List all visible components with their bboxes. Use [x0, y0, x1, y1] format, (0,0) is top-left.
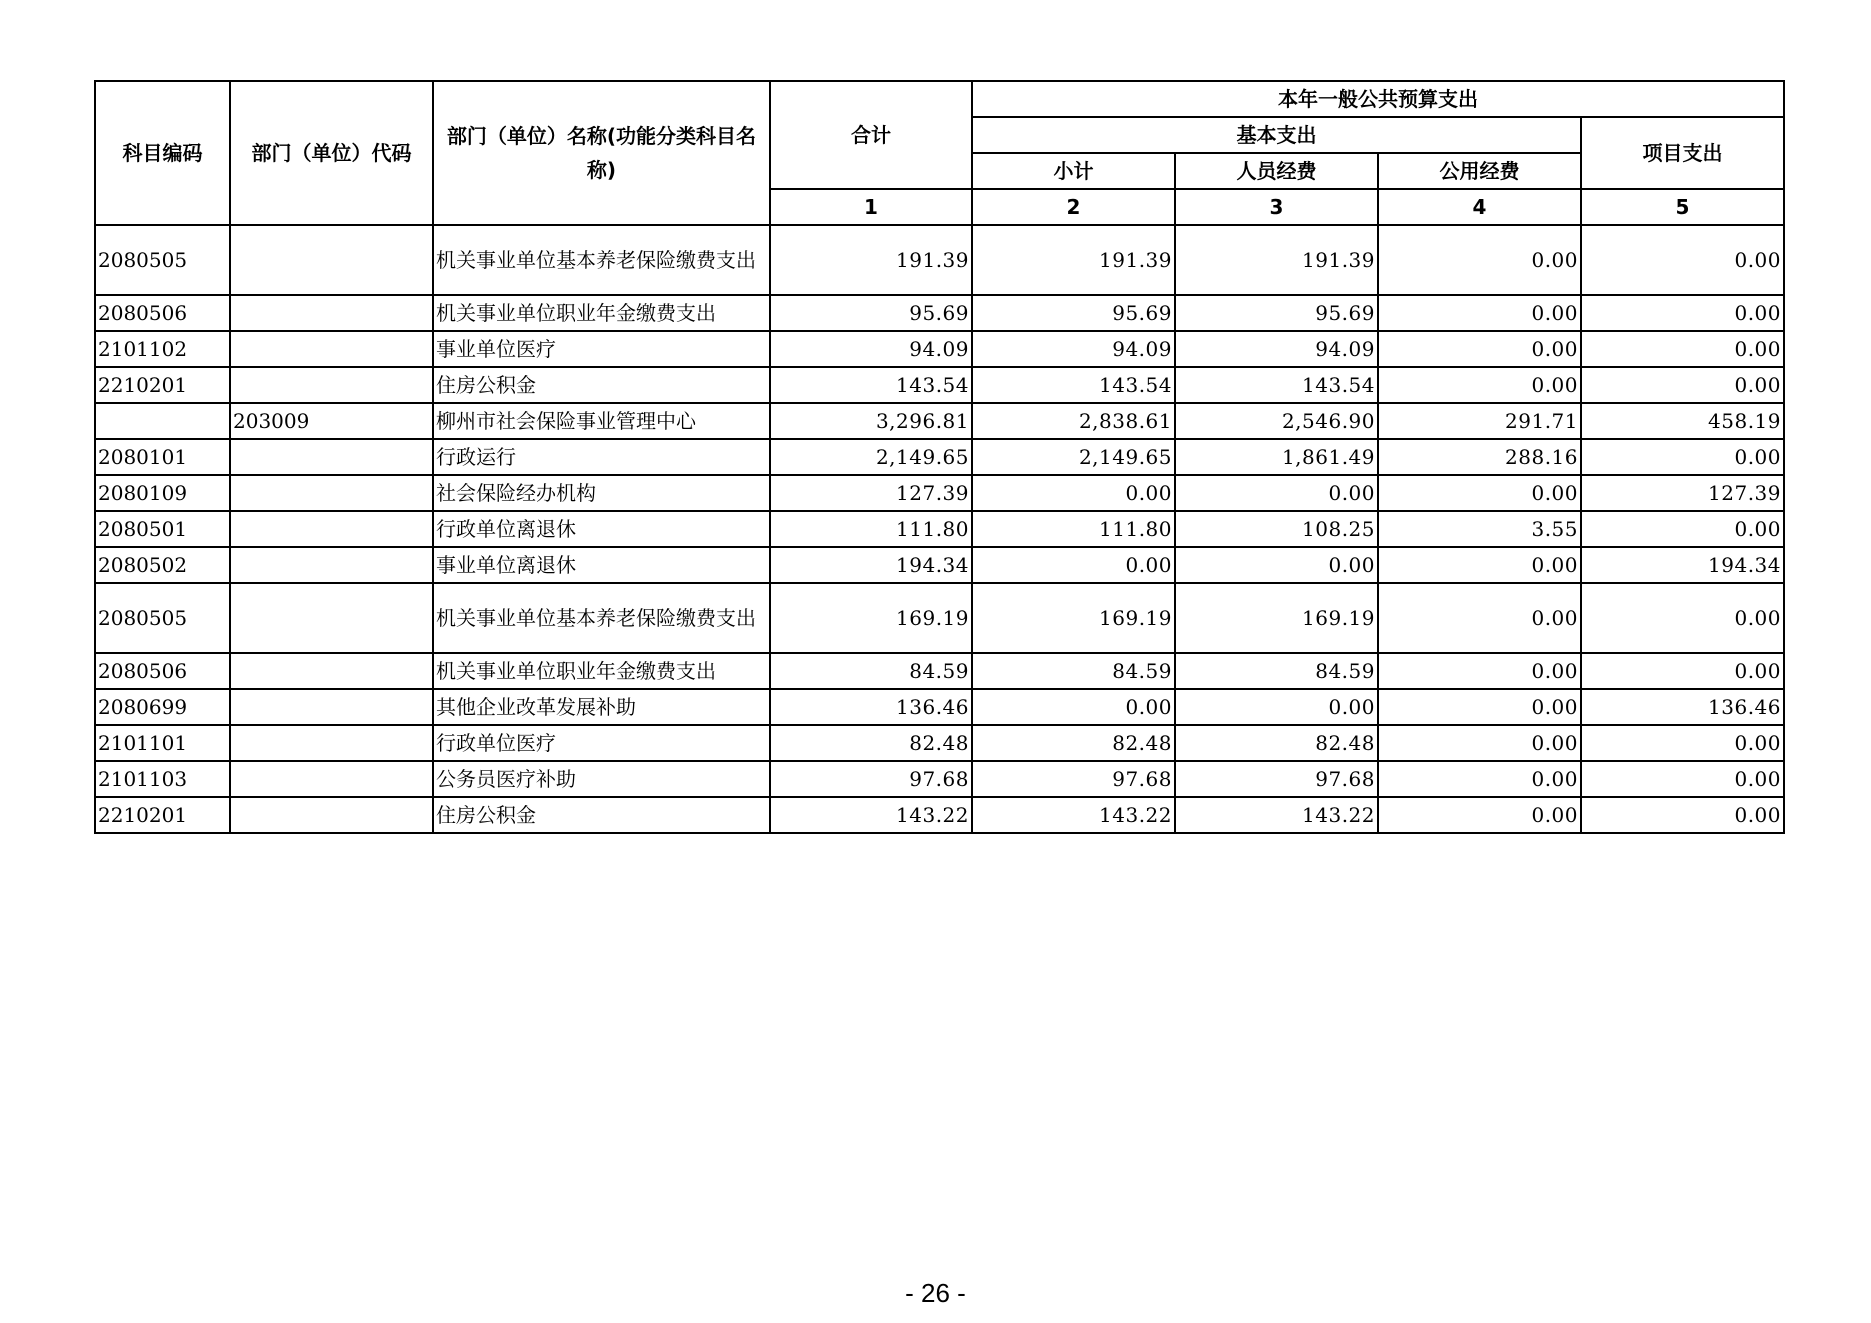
cell-public: 0.00	[1378, 475, 1581, 511]
cell-public: 0.00	[1378, 331, 1581, 367]
table-row	[95, 439, 1784, 475]
cell-public: 291.71	[1378, 403, 1581, 439]
cell-subtotal: 95.69	[972, 295, 1175, 331]
cell-subject-code: 2080506	[95, 653, 230, 689]
cell-dept-code	[230, 797, 433, 833]
budget-table	[94, 80, 1785, 834]
cell-dept-code	[230, 439, 433, 475]
cell-name: 机关事业单位职业年金缴费支出	[433, 653, 770, 689]
cell-subject-code: 2080101	[95, 439, 230, 475]
cell-project: 0.00	[1581, 331, 1784, 367]
page-number: - 26 -	[905, 1278, 966, 1308]
cell-personnel: 0.00	[1175, 547, 1378, 583]
header-dept-code: 部门（单位）代码	[230, 81, 433, 225]
cell-subject-code: 2210201	[95, 797, 230, 833]
cell-subtotal: 2,149.65	[972, 439, 1175, 475]
cell-total: 136.46	[770, 689, 972, 725]
cell-personnel: 0.00	[1175, 689, 1378, 725]
cell-project: 194.34	[1581, 547, 1784, 583]
header-subject-code: 科目编码	[95, 81, 230, 225]
cell-name: 机关事业单位基本养老保险缴费支出	[433, 583, 770, 653]
cell-personnel: 169.19	[1175, 583, 1378, 653]
table-row	[95, 689, 1784, 725]
header-col-number: 4	[1378, 189, 1581, 225]
cell-name: 机关事业单位基本养老保险缴费支出	[433, 225, 770, 295]
cell-project: 458.19	[1581, 403, 1784, 439]
table-row	[95, 331, 1784, 367]
cell-project: 136.46	[1581, 689, 1784, 725]
cell-personnel: 1,861.49	[1175, 439, 1378, 475]
cell-personnel: 97.68	[1175, 761, 1378, 797]
cell-project: 0.00	[1581, 653, 1784, 689]
cell-subtotal: 94.09	[972, 331, 1175, 367]
cell-subtotal: 97.68	[972, 761, 1175, 797]
cell-subject-code: 2101102	[95, 331, 230, 367]
cell-total: 111.80	[770, 511, 972, 547]
cell-project: 0.00	[1581, 225, 1784, 295]
cell-total: 169.19	[770, 583, 972, 653]
table-row	[95, 403, 1784, 439]
cell-subtotal: 0.00	[972, 689, 1175, 725]
cell-subject-code: 2080502	[95, 547, 230, 583]
header-basic: 基本支出	[972, 117, 1581, 153]
table-row	[95, 367, 1784, 403]
cell-subtotal: 191.39	[972, 225, 1175, 295]
cell-dept-code: 203009	[230, 403, 433, 439]
cell-subject-code: 2080505	[95, 583, 230, 653]
cell-subject-code: 2080699	[95, 689, 230, 725]
cell-name: 社会保险经办机构	[433, 475, 770, 511]
table-row	[95, 797, 1784, 833]
cell-dept-code	[230, 295, 433, 331]
cell-public: 3.55	[1378, 511, 1581, 547]
cell-public: 0.00	[1378, 583, 1581, 653]
cell-dept-code	[230, 547, 433, 583]
cell-dept-code	[230, 653, 433, 689]
cell-name: 行政运行	[433, 439, 770, 475]
header-subtotal: 小计	[972, 153, 1175, 189]
cell-name: 住房公积金	[433, 797, 770, 833]
cell-name: 事业单位离退休	[433, 547, 770, 583]
cell-subject-code: 2101103	[95, 761, 230, 797]
cell-subject-code: 2080505	[95, 225, 230, 295]
cell-subtotal: 2,838.61	[972, 403, 1175, 439]
cell-subject-code: 2080109	[95, 475, 230, 511]
cell-dept-code	[230, 225, 433, 295]
cell-personnel: 0.00	[1175, 475, 1378, 511]
cell-name: 公务员医疗补助	[433, 761, 770, 797]
cell-total: 84.59	[770, 653, 972, 689]
header-col-number: 3	[1175, 189, 1378, 225]
cell-project: 0.00	[1581, 797, 1784, 833]
cell-name: 事业单位医疗	[433, 331, 770, 367]
cell-subtotal: 143.54	[972, 367, 1175, 403]
table-row	[95, 583, 1784, 653]
cell-public: 0.00	[1378, 725, 1581, 761]
cell-public: 0.00	[1378, 295, 1581, 331]
cell-project: 0.00	[1581, 511, 1784, 547]
cell-project: 127.39	[1581, 475, 1784, 511]
cell-subtotal: 143.22	[972, 797, 1175, 833]
header-dept-name: 部门（单位）名称(功能分类科目名称)	[433, 81, 770, 225]
cell-personnel: 143.22	[1175, 797, 1378, 833]
cell-dept-code	[230, 475, 433, 511]
cell-public: 288.16	[1378, 439, 1581, 475]
cell-public: 0.00	[1378, 225, 1581, 295]
table-row	[95, 725, 1784, 761]
header-col-number: 5	[1581, 189, 1784, 225]
cell-subject-code: 2080506	[95, 295, 230, 331]
header-group-title: 本年一般公共预算支出	[972, 81, 1784, 117]
cell-personnel: 108.25	[1175, 511, 1378, 547]
table-header	[95, 81, 1784, 225]
cell-name: 行政单位医疗	[433, 725, 770, 761]
cell-subject-code	[95, 403, 230, 439]
cell-dept-code	[230, 725, 433, 761]
cell-public: 0.00	[1378, 547, 1581, 583]
cell-name: 柳州市社会保险事业管理中心	[433, 403, 770, 439]
cell-total: 95.69	[770, 295, 972, 331]
cell-total: 2,149.65	[770, 439, 972, 475]
cell-public: 0.00	[1378, 367, 1581, 403]
cell-project: 0.00	[1581, 439, 1784, 475]
table-row	[95, 547, 1784, 583]
cell-subject-code: 2080501	[95, 511, 230, 547]
cell-dept-code	[230, 367, 433, 403]
cell-dept-code	[230, 331, 433, 367]
cell-project: 0.00	[1581, 295, 1784, 331]
cell-total: 97.68	[770, 761, 972, 797]
cell-personnel: 94.09	[1175, 331, 1378, 367]
table-row	[95, 761, 1784, 797]
table-row	[95, 653, 1784, 689]
header-total: 合计	[770, 81, 972, 189]
cell-total: 3,296.81	[770, 403, 972, 439]
table-row	[95, 295, 1784, 331]
cell-personnel: 82.48	[1175, 725, 1378, 761]
cell-total: 94.09	[770, 331, 972, 367]
cell-subject-code: 2210201	[95, 367, 230, 403]
cell-dept-code	[230, 689, 433, 725]
table-body	[95, 225, 1784, 833]
cell-public: 0.00	[1378, 689, 1581, 725]
header-public: 公用经费	[1378, 153, 1581, 189]
cell-total: 194.34	[770, 547, 972, 583]
header-personnel: 人员经费	[1175, 153, 1378, 189]
header-col-number: 2	[972, 189, 1175, 225]
cell-total: 143.54	[770, 367, 972, 403]
cell-public: 0.00	[1378, 797, 1581, 833]
cell-public: 0.00	[1378, 761, 1581, 797]
cell-dept-code	[230, 511, 433, 547]
cell-personnel: 191.39	[1175, 225, 1378, 295]
cell-subtotal: 84.59	[972, 653, 1175, 689]
cell-total: 191.39	[770, 225, 972, 295]
cell-name: 行政单位离退休	[433, 511, 770, 547]
cell-subtotal: 111.80	[972, 511, 1175, 547]
cell-total: 127.39	[770, 475, 972, 511]
cell-personnel: 2,546.90	[1175, 403, 1378, 439]
table-row	[95, 225, 1784, 295]
cell-project: 0.00	[1581, 725, 1784, 761]
header-project: 项目支出	[1581, 117, 1784, 189]
cell-subtotal: 169.19	[972, 583, 1175, 653]
cell-total: 143.22	[770, 797, 972, 833]
cell-subtotal: 82.48	[972, 725, 1175, 761]
cell-public: 0.00	[1378, 653, 1581, 689]
cell-dept-code	[230, 583, 433, 653]
cell-name: 机关事业单位职业年金缴费支出	[433, 295, 770, 331]
cell-dept-code	[230, 761, 433, 797]
cell-project: 0.00	[1581, 583, 1784, 653]
cell-project: 0.00	[1581, 367, 1784, 403]
cell-name: 住房公积金	[433, 367, 770, 403]
table-row	[95, 511, 1784, 547]
cell-subtotal: 0.00	[972, 547, 1175, 583]
cell-personnel: 143.54	[1175, 367, 1378, 403]
cell-project: 0.00	[1581, 761, 1784, 797]
cell-personnel: 84.59	[1175, 653, 1378, 689]
cell-subtotal: 0.00	[972, 475, 1175, 511]
cell-subject-code: 2101101	[95, 725, 230, 761]
cell-total: 82.48	[770, 725, 972, 761]
table-row	[95, 475, 1784, 511]
cell-name: 其他企业改革发展补助	[433, 689, 770, 725]
cell-personnel: 95.69	[1175, 295, 1378, 331]
header-col-number: 1	[770, 189, 972, 225]
